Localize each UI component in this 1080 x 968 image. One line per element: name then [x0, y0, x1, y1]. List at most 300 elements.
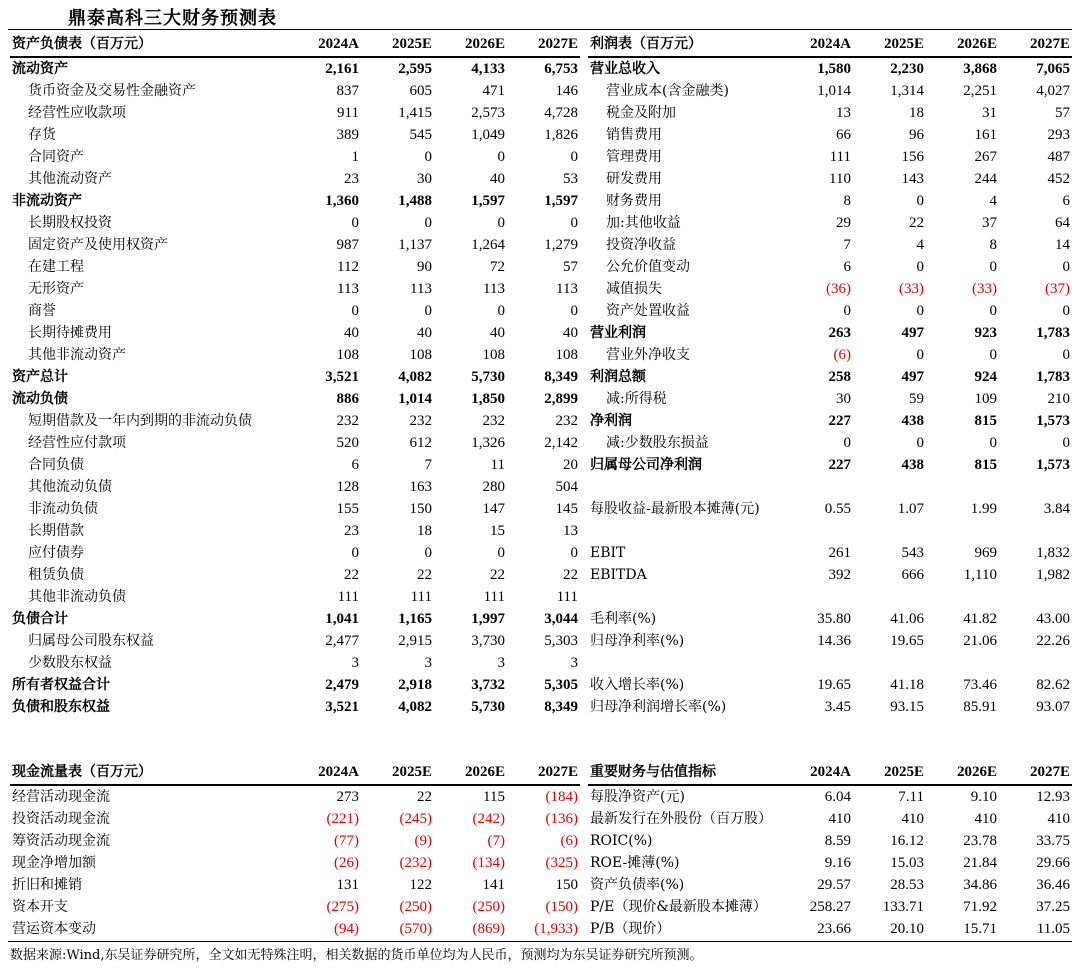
cell-value: [780, 520, 853, 542]
cell-value: 0: [497, 149, 505, 165]
cell-value: 34.86: [963, 877, 997, 893]
cell-value: 3: [351, 655, 359, 671]
table-row: [10, 212, 580, 234]
cell-value: 3,521: [325, 369, 359, 385]
cell-value: 108: [409, 347, 432, 363]
cell-value: 497: [901, 325, 924, 341]
cell-value: (94): [334, 921, 359, 937]
cell-value: 1,783: [1036, 325, 1070, 341]
cell-value: 41.06: [890, 611, 924, 627]
table-row: [10, 124, 580, 146]
cell-value: 389: [336, 127, 359, 143]
table-row: [588, 476, 1072, 498]
row-label: 资本开支: [12, 899, 68, 915]
row-label: EBIT: [590, 545, 626, 561]
cell-value: [926, 476, 999, 498]
source-footnote: 数据来源:Wind,东吴证券研究所，全文如无特殊注明，相关数据的货币单位均为人民币，预测均为东吴证券研究所预测。: [10, 948, 703, 963]
cell-value: 35.80: [817, 611, 851, 627]
cell-value: 133.71: [882, 899, 924, 915]
cell-value: 605: [409, 83, 432, 99]
table-row: [588, 57, 1072, 80]
cell-value: 15.03: [890, 855, 924, 871]
table-row: [588, 808, 1072, 830]
row-label: P/B（现价）: [590, 921, 671, 937]
row-label: 其他流动负债: [28, 479, 112, 495]
cell-value: 6.04: [824, 789, 851, 805]
cell-value: 1,314: [890, 83, 924, 99]
cell-value: 131: [336, 877, 359, 893]
cell-value: 612: [409, 435, 432, 451]
cell-value: 0.55: [824, 501, 851, 517]
table-row: [10, 498, 580, 520]
cell-value: 21.06: [963, 633, 997, 649]
cell-value: 41.18: [890, 677, 924, 693]
cell-value: 2,161: [325, 61, 359, 77]
cell-value: 40: [563, 325, 578, 341]
cell-value: 410: [901, 811, 924, 827]
row-label: 其他流动资产: [28, 171, 112, 187]
row-label: 每股净资产(元): [590, 789, 685, 805]
row-label: 减:所得税: [606, 391, 667, 407]
table-row: [10, 432, 580, 454]
cell-value: (6): [560, 833, 578, 849]
cell-value: 28.53: [890, 877, 924, 893]
cell-value: 504: [555, 479, 578, 495]
cell-value: (6): [833, 347, 851, 363]
cell-value: 1,488: [398, 193, 432, 209]
table-row: [588, 874, 1072, 896]
cell-value: 111: [556, 589, 578, 605]
cell-value: 30: [836, 391, 851, 407]
cell-value: 3,521: [325, 699, 359, 715]
row-label: 资产处置收益: [606, 303, 690, 319]
cell-value: 109: [974, 391, 997, 407]
cell-value: 410: [828, 811, 851, 827]
income-statement-table: [588, 32, 1072, 718]
cell-value: 22: [417, 567, 432, 583]
footnote-divider: [8, 941, 1072, 942]
cell-value: 110: [829, 171, 851, 187]
cell-value: 18: [417, 523, 432, 539]
table-row: [588, 652, 1072, 674]
cell-value: 141: [482, 877, 505, 893]
page-title: 鼎泰高科三大财务预测表: [68, 8, 277, 29]
cell-value: (136): [545, 811, 578, 827]
cell-value: 36.46: [1036, 877, 1070, 893]
cell-value: 2,230: [890, 61, 924, 77]
cell-value: 113: [410, 281, 432, 297]
cell-value: 6,753: [544, 61, 578, 77]
table-row: [10, 830, 580, 852]
table-row: [588, 80, 1072, 102]
row-label: [588, 586, 780, 608]
cell-value: 22: [344, 567, 359, 583]
table-row: [10, 234, 580, 256]
cell-value: 113: [556, 281, 578, 297]
table-header-row: [588, 760, 1072, 785]
cell-value: 0: [570, 303, 578, 319]
cell-value: 6: [351, 457, 359, 473]
table-row: [10, 542, 580, 564]
table-row: [10, 652, 580, 674]
cell-value: 0: [570, 149, 578, 165]
row-label: 非流动资产: [12, 193, 82, 209]
cell-value: 4,082: [398, 369, 432, 385]
cell-value: 4: [916, 237, 924, 253]
table-row: [10, 322, 580, 344]
cell-value: 815: [974, 413, 997, 429]
cell-value: 438: [901, 457, 924, 473]
cell-value: 0: [916, 259, 924, 275]
cell-value: 3,730: [471, 633, 505, 649]
cell-value: (33): [972, 281, 997, 297]
cell-value: 0: [351, 215, 359, 231]
table-row: [588, 146, 1072, 168]
cell-value: 150: [409, 501, 432, 517]
cell-value: 8,349: [544, 369, 578, 385]
cell-value: 410: [974, 811, 997, 827]
table-row: [588, 190, 1072, 212]
cell-value: 111: [829, 149, 851, 165]
cell-value: 5,305: [544, 677, 578, 693]
table-row: [10, 476, 580, 498]
cell-value: 147: [482, 501, 505, 517]
cell-value: 4,133: [471, 61, 505, 77]
row-label: 经营性应付款项: [28, 435, 126, 451]
cell-value: 0: [916, 193, 924, 209]
row-label: 销售费用: [606, 127, 662, 143]
cell-value: 0: [989, 347, 997, 363]
cell-value: 2,899: [544, 391, 578, 407]
table-row: [588, 432, 1072, 454]
cell-value: 5,730: [471, 369, 505, 385]
row-label: 货币资金及交易性金融资产: [28, 83, 196, 99]
table-row: [10, 586, 580, 608]
table-row: [10, 190, 580, 212]
cell-value: (36): [826, 281, 851, 297]
row-label: 流动资产: [12, 61, 68, 77]
cell-value: 7: [424, 457, 432, 473]
cell-value: 108: [555, 347, 578, 363]
cell-value: 911: [337, 105, 359, 121]
cell-value: 267: [974, 149, 997, 165]
cell-value: [926, 586, 999, 608]
table-row: [588, 586, 1072, 608]
table-row: [588, 388, 1072, 410]
table-row: [10, 896, 580, 918]
cell-value: 1,014: [817, 83, 851, 99]
cell-value: 6: [1062, 193, 1070, 209]
row-label: 净利润: [590, 413, 632, 429]
table-row: [10, 630, 580, 652]
row-label: 营业总收入: [590, 61, 660, 77]
cell-value: 3: [497, 655, 505, 671]
cell-value: 0: [351, 545, 359, 561]
cell-value: 96: [909, 127, 924, 143]
cell-value: 40: [417, 325, 432, 341]
cell-value: 59: [909, 391, 924, 407]
cell-value: [853, 586, 926, 608]
row-label: 折旧和摊销: [12, 877, 82, 893]
cell-value: 40: [344, 325, 359, 341]
table-header-row: [10, 32, 580, 57]
row-label: 长期待摊费用: [28, 325, 112, 341]
cell-value: 155: [336, 501, 359, 517]
row-label: 营业利润: [590, 325, 646, 341]
row-label: 所有者权益合计: [12, 677, 110, 693]
cell-value: 487: [1047, 149, 1070, 165]
cell-value: [926, 520, 999, 542]
cell-value: 227: [828, 457, 851, 473]
table-row: [588, 918, 1072, 940]
cell-value: 1,597: [471, 193, 505, 209]
cell-value: 0: [1062, 435, 1070, 451]
cell-value: 161: [974, 127, 997, 143]
row-label: 应付债券: [28, 545, 84, 561]
cell-value: 666: [901, 567, 924, 583]
cell-value: 11: [490, 457, 505, 473]
cell-value: 23.78: [963, 833, 997, 849]
cell-value: 3: [424, 655, 432, 671]
cell-value: 23.66: [817, 921, 851, 937]
row-label: [588, 476, 780, 498]
cell-value: 14: [1055, 237, 1070, 253]
year-header: 2024A: [780, 760, 853, 785]
row-label: EBITDA: [590, 567, 647, 583]
row-label: 负债合计: [12, 611, 68, 627]
cell-value: (26): [334, 855, 359, 871]
cell-value: 3,044: [544, 611, 578, 627]
cell-value: 15: [490, 523, 505, 539]
cell-value: 156: [901, 149, 924, 165]
cell-value: 22.26: [1036, 633, 1070, 649]
cell-value: (150): [545, 899, 578, 915]
cell-value: 16.12: [890, 833, 924, 849]
cell-value: 73.46: [963, 677, 997, 693]
cell-value: [780, 652, 853, 674]
row-label: 资产总计: [12, 369, 68, 385]
cell-value: (245): [399, 811, 432, 827]
table-row: [10, 852, 580, 874]
table-row: [10, 366, 580, 388]
row-label: 归属母公司净利润: [590, 457, 702, 473]
table-header-row: [588, 32, 1072, 57]
year-header: 2025E: [853, 32, 926, 57]
cell-value: 66: [836, 127, 851, 143]
row-label: [588, 520, 780, 542]
table-row: [10, 874, 580, 896]
cell-value: 1,580: [817, 61, 851, 77]
row-label: 营运资本变动: [12, 921, 96, 937]
year-header: 2024A: [288, 32, 361, 57]
cell-value: 545: [409, 127, 432, 143]
cell-value: 0: [424, 215, 432, 231]
cell-value: 1,573: [1036, 413, 1070, 429]
cell-value: 23: [344, 523, 359, 539]
cell-value: 108: [482, 347, 505, 363]
cell-value: (325): [545, 855, 578, 871]
table-row: [10, 608, 580, 630]
year-header: 2026E: [434, 760, 507, 785]
row-label: 商誉: [28, 303, 56, 319]
table-row: [588, 256, 1072, 278]
cell-value: 93.15: [890, 699, 924, 715]
cell-value: 64: [1055, 215, 1070, 231]
table-row: [588, 410, 1072, 432]
table-row: [588, 696, 1072, 718]
cell-value: (242): [472, 811, 505, 827]
table-row: [588, 830, 1072, 852]
row-label: ROE-摊薄(%): [590, 855, 680, 871]
title-divider: [8, 29, 1072, 30]
year-header: 2024A: [288, 760, 361, 785]
row-label: 合同资产: [28, 149, 84, 165]
row-label: 营业外净收支: [606, 347, 690, 363]
cell-value: 543: [901, 545, 924, 561]
cell-value: 0: [570, 215, 578, 231]
cell-value: 0: [989, 303, 997, 319]
cell-value: 987: [336, 237, 359, 253]
cell-value: 90: [417, 259, 432, 275]
cell-value: 7,065: [1036, 61, 1070, 77]
cell-value: 232: [555, 413, 578, 429]
cell-value: 150: [555, 877, 578, 893]
cell-value: 0: [1062, 259, 1070, 275]
cell-value: [853, 652, 926, 674]
year-header: 2027E: [507, 760, 580, 785]
cell-value: 7.11: [898, 789, 924, 805]
row-label: 减:少数股东损益: [606, 435, 709, 451]
cell-value: 923: [974, 325, 997, 341]
row-label: 归母净利率(%): [590, 633, 685, 649]
cell-value: 1.99: [970, 501, 997, 517]
cell-value: 1,982: [1036, 567, 1070, 583]
cell-value: 1,014: [398, 391, 432, 407]
table-row: [10, 696, 580, 718]
row-label: 固定资产及使用权资产: [28, 237, 168, 253]
row-label: 公允价值变动: [606, 259, 690, 275]
row-label: 税金及附加: [606, 105, 676, 121]
cell-value: 0: [497, 545, 505, 561]
table-row: [588, 168, 1072, 190]
cell-value: [926, 652, 999, 674]
cell-value: 9.16: [824, 855, 851, 871]
cell-value: 108: [336, 347, 359, 363]
year-header: 2025E: [361, 760, 434, 785]
cell-value: (221): [326, 811, 359, 827]
table-row: [588, 520, 1072, 542]
cell-value: 1,041: [325, 611, 359, 627]
table-row: [588, 234, 1072, 256]
table-row: [10, 146, 580, 168]
cell-value: 111: [337, 589, 359, 605]
year-header: 2026E: [434, 32, 507, 57]
row-label: 短期借款及一年内到期的非流动负债: [28, 413, 252, 429]
cell-value: 29.66: [1036, 855, 1070, 871]
cell-value: 85.91: [963, 699, 997, 715]
cell-value: 2,595: [398, 61, 432, 77]
cell-value: 410: [1047, 811, 1070, 827]
cell-value: 145: [555, 501, 578, 517]
row-label: 收入增长率(%): [590, 677, 685, 693]
table-row: [10, 785, 580, 808]
cell-value: 452: [1047, 171, 1070, 187]
row-label: 投资活动现金流: [12, 811, 110, 827]
cell-value: 71.92: [963, 899, 997, 915]
cell-value: [853, 520, 926, 542]
cell-value: 3,732: [471, 677, 505, 693]
cell-value: 30: [417, 171, 432, 187]
cell-value: 163: [409, 479, 432, 495]
cell-value: 13: [836, 105, 851, 121]
row-label: 减值损失: [606, 281, 662, 297]
table-row: [10, 300, 580, 322]
cell-value: 232: [409, 413, 432, 429]
cell-value: 0: [424, 545, 432, 561]
cell-value: 1,573: [1036, 457, 1070, 473]
table-row: [588, 785, 1072, 808]
cell-value: 1,850: [471, 391, 505, 407]
table-row: [10, 454, 580, 476]
table-row: [588, 630, 1072, 652]
cell-value: 232: [482, 413, 505, 429]
cell-value: 3.84: [1043, 501, 1070, 517]
table-row: [10, 674, 580, 696]
cell-value: 72: [490, 259, 505, 275]
cell-value: 6: [843, 259, 851, 275]
cell-value: 2,915: [398, 633, 432, 649]
cell-value: (250): [399, 899, 432, 915]
cell-value: 0: [424, 149, 432, 165]
table-row: [588, 542, 1072, 564]
cell-value: (570): [399, 921, 432, 937]
cell-value: 1,049: [471, 127, 505, 143]
cell-value: 22: [490, 567, 505, 583]
cell-value: 13: [563, 523, 578, 539]
cell-value: [999, 586, 1072, 608]
row-label: 毛利率(%): [590, 611, 657, 627]
cell-value: 258.27: [809, 899, 851, 915]
cell-value: 0: [351, 303, 359, 319]
cell-value: 1,997: [471, 611, 505, 627]
table-row: [10, 256, 580, 278]
cell-value: 37.25: [1036, 899, 1070, 915]
balance-sheet-table: [10, 32, 580, 718]
table-row: [10, 808, 580, 830]
cell-value: 2,477: [325, 633, 359, 649]
row-label: 租赁负债: [28, 567, 84, 583]
cell-value: 1,110: [963, 567, 997, 583]
cell-value: 8.59: [824, 833, 851, 849]
cell-value: 1: [351, 149, 359, 165]
table-title: 现金流量表（百万元）: [10, 760, 288, 785]
cell-value: 0: [916, 303, 924, 319]
table-header-row: [10, 760, 580, 785]
row-label: 长期股权投资: [28, 215, 112, 231]
cell-value: 112: [337, 259, 359, 275]
cell-value: (9): [414, 833, 432, 849]
cell-value: 4,082: [398, 699, 432, 715]
table-row: [10, 168, 580, 190]
cell-value: (7): [487, 833, 505, 849]
cell-value: 837: [336, 83, 359, 99]
table-title: 重要财务与估值指标: [588, 760, 780, 785]
cell-value: 20: [563, 457, 578, 473]
cell-value: 143: [901, 171, 924, 187]
valuation-metrics-table: [588, 760, 1072, 940]
row-label: 非流动负债: [28, 501, 98, 517]
cell-value: 1,597: [544, 193, 578, 209]
